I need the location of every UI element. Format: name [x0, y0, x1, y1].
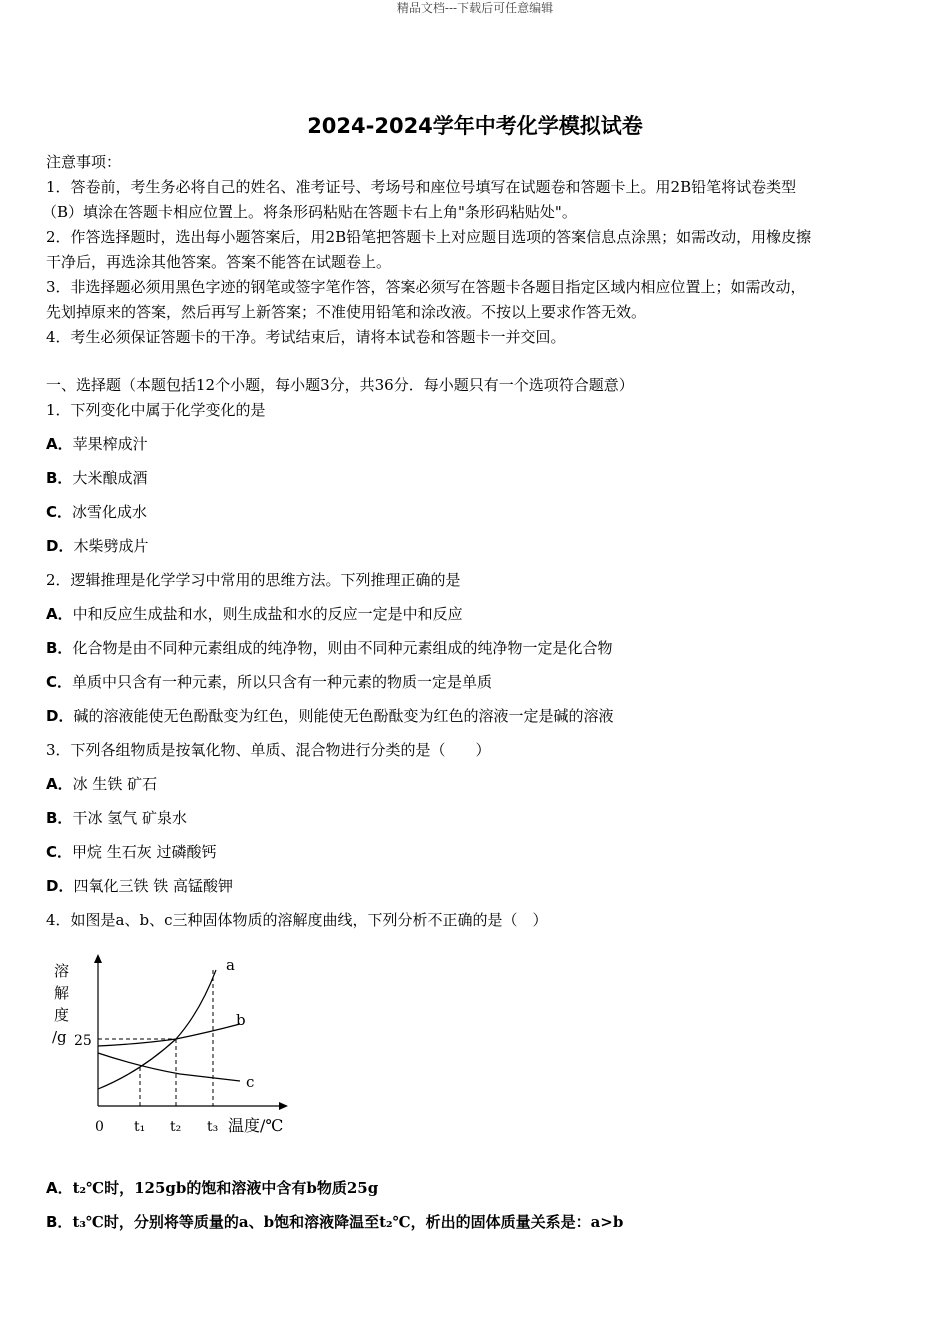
option-key: A．	[46, 1179, 73, 1197]
x-tick-label: t₁	[134, 1119, 146, 1135]
question-stem: 1．下列变化中属于化学变化的是	[46, 401, 266, 419]
curve-c	[98, 1053, 240, 1081]
notice-line: 3．非选择题必须用黑色字迹的钢笔或签字笔作答，答案必须写在答题卡各题目指定区域内相应位置上；如需改动，	[46, 278, 806, 296]
notice-heading: 注意事项：	[46, 153, 122, 171]
option-key: A．	[46, 775, 73, 793]
option-text: 四氧化三铁 铁 高锰酸钾	[73, 877, 233, 895]
notice-line: 1．答卷前，考生务必将自己的姓名、准考证号、考场号和座位号填写在试题卷和答题卡上。用2B铅笔将试卷类型	[46, 178, 797, 196]
series-label-a: a	[226, 956, 235, 974]
option	[46, 1211, 623, 1233]
option-key: D．	[46, 537, 74, 555]
x-tick-label: t₂	[170, 1119, 182, 1135]
y-axis-arrow	[94, 954, 102, 963]
option	[46, 467, 147, 489]
y-label: /g	[52, 1028, 67, 1046]
option-text: 化合物是由不同种元素组成的纯净物，则由不同种元素组成的纯净物一定是化合物	[72, 639, 613, 657]
question-stem: 4．如图是a、b、c三种固体物质的溶解度曲线，下列分析不正确的是（ ）	[46, 911, 548, 929]
section-heading: 一、选择题（本题包括12个小题，每小题3分，共36分．每小题只有一个选项符合题意）	[46, 376, 634, 394]
option-text: 碱的溶液能使无色酚酞变为红色，则能使无色酚酞变为红色的溶液一定是碱的溶液	[73, 707, 614, 725]
option	[46, 875, 233, 897]
question-stem: 2．逻辑推理是化学学习中常用的思维方法。下列推理正确的是	[46, 571, 461, 589]
notice-line: 干净后，再选涂其他答案。答案不能答在试题卷上。	[46, 253, 392, 271]
notice-line: 2．作答选择题时，选出每小题答案后，用2B铅笔把答题卡上对应题目选项的答案信息点涂黑；如需改动，用橡皮擦	[46, 228, 812, 246]
option-key: C．	[46, 673, 73, 691]
option-key: B．	[46, 469, 73, 487]
option	[46, 841, 217, 863]
option-text: 干冰 氢气 矿泉水	[72, 809, 187, 827]
notice-line: 4．考生必须保证答题卡的干净。考试结束后，请将本试卷和答题卡一并交回。	[46, 328, 566, 346]
option	[46, 603, 463, 625]
option	[46, 535, 148, 557]
curve-a	[98, 970, 216, 1089]
option	[46, 807, 187, 829]
y-label: 度	[54, 1006, 70, 1024]
option-key: B．	[46, 639, 73, 657]
y-label: 解	[54, 984, 70, 1002]
option-text: t₃℃时，分别将等质量的a、b饱和溶液降温至t₂℃，析出的固体质量关系是：a>b	[72, 1213, 624, 1231]
option-text: 冰 生铁 矿石	[72, 775, 158, 793]
option	[46, 501, 147, 523]
option-text: 中和反应生成盐和水，则生成盐和水的反应一定是中和反应	[72, 605, 463, 623]
series-label-c: c	[246, 1073, 255, 1091]
option-text: 冰雪化成水	[72, 503, 148, 521]
option	[46, 637, 612, 659]
option-text: 单质中只含有一种元素，所以只含有一种元素的物质一定是单质	[72, 673, 493, 691]
y-tick-label: 25	[74, 1033, 92, 1049]
y-label: 溶	[54, 962, 70, 980]
question-stem: 3．下列各组物质是按氧化物、单质、混合物进行分类的是（ ）	[46, 741, 491, 759]
x-tick-label: t₃	[207, 1119, 219, 1135]
x-axis-arrow	[279, 1102, 288, 1110]
option-text: 苹果榨成汁	[72, 435, 148, 453]
option	[46, 705, 613, 727]
solubility-chart	[40, 950, 300, 1140]
curve-b	[98, 1024, 240, 1046]
origin-label: 0	[95, 1119, 104, 1135]
option-key: D．	[46, 707, 74, 725]
option	[46, 773, 157, 795]
option	[46, 1177, 378, 1199]
option	[46, 671, 492, 693]
option-key: B．	[46, 1213, 73, 1231]
option-key: D．	[46, 877, 74, 895]
x-label: 温度/℃	[228, 1116, 284, 1135]
option-key: C．	[46, 843, 73, 861]
option-text: 甲烷 生石灰 过磷酸钙	[72, 843, 217, 861]
option-text: 大米酿成酒	[72, 469, 148, 487]
option-text: 木柴劈成片	[73, 537, 149, 555]
option-key: C．	[46, 503, 73, 521]
option-key: A．	[46, 435, 73, 453]
option	[46, 433, 148, 455]
page-title: 2024-2024学年中考化学模拟试卷	[307, 114, 643, 138]
series-label-b: b	[236, 1011, 246, 1029]
notice-line: 先划掉原来的答案，然后再写上新答案；不准使用铅笔和涂改液。不按以上要求作答无效。	[46, 303, 647, 321]
header-note: 精品文档---下载后可任意编辑	[396, 1, 554, 15]
option-text: t₂℃时，125gb的饱和溶液中含有b物质25g	[72, 1179, 379, 1197]
notice-line: （B）填涂在答题卡相应位置上。将条形码粘贴在答题卡右上角"条形码粘贴处"。	[42, 203, 577, 221]
option-key: B．	[46, 809, 73, 827]
option-key: A．	[46, 605, 73, 623]
